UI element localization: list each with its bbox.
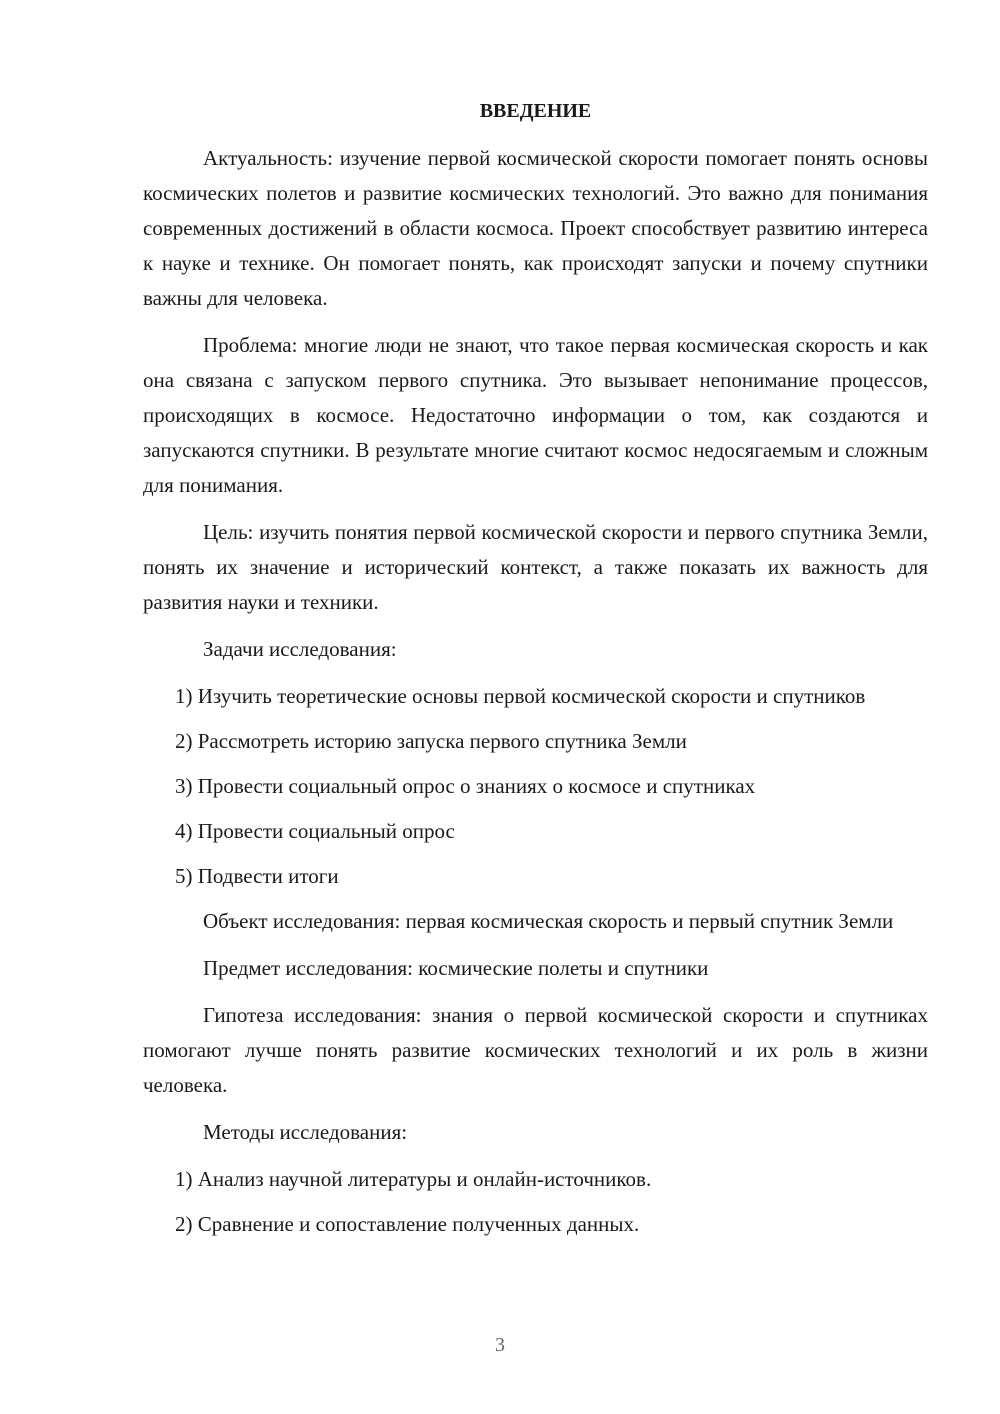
page-number: 3	[495, 1334, 505, 1356]
task-item: 1) Изучить теоретические основы первой космической скорости и спутников	[175, 684, 866, 708]
tasks-list	[143, 679, 928, 894]
relevance-paragraph: Актуальность: изучение первой космической скорости помогает понять основы космических полетов и развитие космических технологий. Это важно для понимания современных достижений в области космоса. Проект способствует развитию интереса к науке и технике. Он помогает понять, как происходят запуски и почему спутники важны для человека.	[143, 146, 928, 310]
methods-list	[143, 1162, 928, 1242]
task-item: 3) Провести социальный опрос о знаниях о космосе и спутниках	[175, 774, 756, 798]
problem-paragraph: Проблема: многие люди не знают, что такое первая космическая скорость и как она связана с запуском первого спутника. Это вызывает непонимание процессов, происходящих в космосе. Недостаточно информации о том, как создаются и запускаются спутники. В результате многие считают космос недосягаемым и сложным для понимания.	[143, 333, 928, 497]
hypothesis-paragraph: Гипотеза исследования: знания о первой космической скорости и спутниках помогают лучше понять развитие космических технологий и их роль в жизни человека.	[143, 1003, 928, 1097]
page-title: ВВЕДЕНИЕ	[479, 100, 592, 122]
subject-paragraph: Предмет исследования: космические полеты и спутники	[203, 956, 709, 980]
task-item: 2) Рассмотреть историю запуска первого спутника Земли	[175, 729, 687, 753]
methods-heading: Методы исследования:	[203, 1120, 408, 1144]
task-item: 5) Подвести итоги	[175, 864, 339, 888]
object-paragraph: Объект исследования: первая космическая скорость и первый спутник Земли	[203, 909, 894, 933]
task-item: 4) Провести социальный опрос	[175, 819, 455, 843]
page-content	[143, 94, 928, 1252]
goal-paragraph: Цель: изучить понятия первой космической скорости и первого спутника Земли, понять их значение и исторический контекст, а также показать их важность для развития науки и техники.	[143, 520, 928, 614]
tasks-heading: Задачи исследования:	[203, 637, 397, 661]
method-item: 2) Сравнение и сопоставление полученных данных.	[175, 1212, 640, 1236]
method-item: 1) Анализ научной литературы и онлайн-источников.	[175, 1167, 652, 1191]
